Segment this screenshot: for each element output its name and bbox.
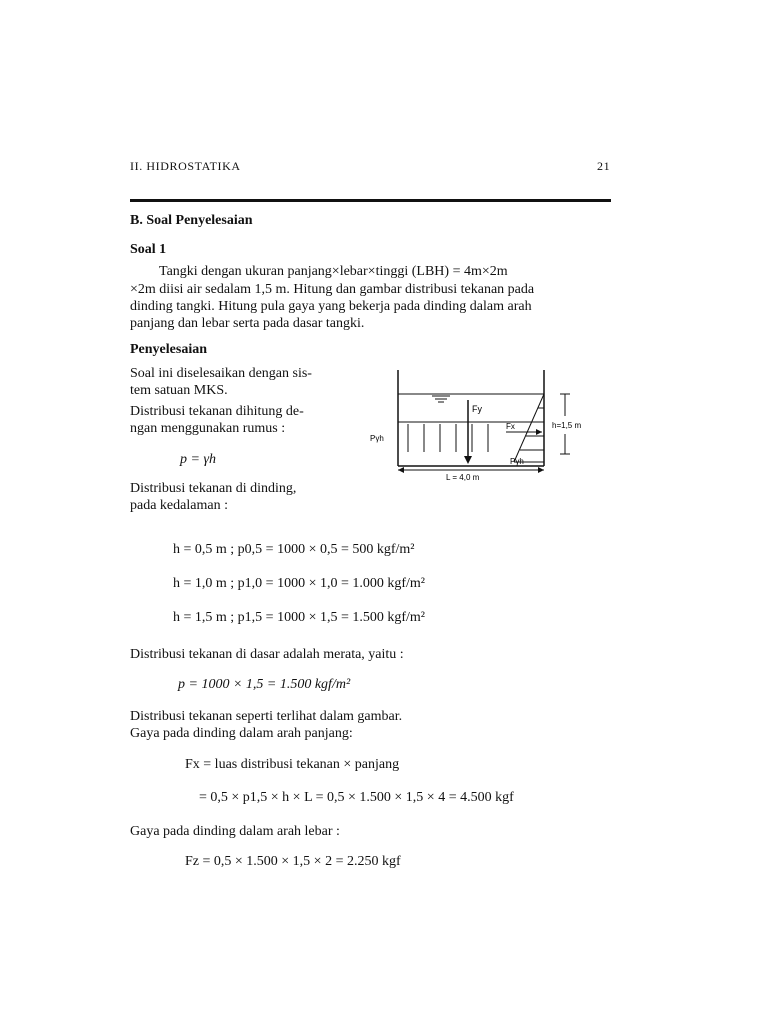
formula: p = γh <box>180 452 216 467</box>
page-number: 21 <box>597 159 611 173</box>
problem-line-1: Tangki dengan ukuran panjang×lebar×tinggi (LBH) = 4m×2m <box>159 264 508 279</box>
fz-equation: Fz = 0,5 × 1.500 × 1,5 × 2 = 2.250 kgf <box>185 854 401 869</box>
problem-title: Soal 1 <box>130 242 167 257</box>
fx-result: = 0,5 × p1,5 × h × L = 0,5 × 1.500 × 1,5 × 4 = 4.500 kgf <box>199 790 514 805</box>
problem-line-3: dinding tangki. Hitung pula gaya yang bekerja pada dinding dalam arah <box>130 299 532 314</box>
force-wide-text: Gaya pada dinding dalam arah lebar : <box>130 824 340 839</box>
problem-line-2: ×2m diisi air sedalam 1,5 m. Hitung dan gambar distribusi tekanan pada <box>130 282 535 297</box>
bottom-text: Distribusi tekanan di dasar adalah merata, yaitu : <box>130 647 404 662</box>
depth-equation-1: h = 0,5 m ; p0,5 = 1000 × 0,5 = 500 kgf/m² <box>173 542 415 557</box>
label-fy: Fy <box>472 404 482 414</box>
header-rule <box>130 199 611 202</box>
depth-equation-3: h = 1,5 m ; p1,5 = 1000 × 1,5 = 1.500 kgf/m² <box>173 610 425 625</box>
fx-equation: Fx = luas distribusi tekanan × panjang <box>185 757 400 772</box>
intro-line-2: tem satuan MKS. <box>130 383 228 398</box>
bottom-equation: p = 1000 × 1,5 = 1.500 kgf/m² <box>178 677 351 692</box>
force-long-text: Gaya pada dinding dalam arah panjang: <box>130 726 353 741</box>
intro-line-1: Soal ini diselesaikan dengan sis- <box>130 366 312 381</box>
label-pgh-left: Pγh <box>370 434 384 443</box>
wall-line-1: Distribusi tekanan di dinding, <box>130 481 297 496</box>
section-title: B. Soal Penyelesaian <box>130 213 253 228</box>
chapter-header: II. HIDROSTATIKA <box>130 159 241 173</box>
label-pgh-right: Pγh <box>510 457 524 466</box>
label-h: h=1,5 m <box>552 421 582 430</box>
solution-title: Penyelesaian <box>130 342 207 357</box>
wall-line-2: pada kedalaman : <box>130 498 228 513</box>
label-fx: Fx <box>506 422 515 431</box>
depth-equation-2: h = 1,0 m ; p1,0 = 1000 × 1,0 = 1.000 kgf/m² <box>173 576 425 591</box>
tank-figure <box>364 366 600 482</box>
label-length: L = 4,0 m <box>446 473 480 482</box>
problem-line-4: panjang dan lebar serta pada dasar tangki. <box>130 316 365 331</box>
dist-line-2: ngan menggunakan rumus : <box>130 421 286 436</box>
dist-line-1: Distribusi tekanan dihitung de- <box>130 404 304 419</box>
figure-text: Distribusi tekanan seperti terlihat dalam gambar. <box>130 709 403 724</box>
